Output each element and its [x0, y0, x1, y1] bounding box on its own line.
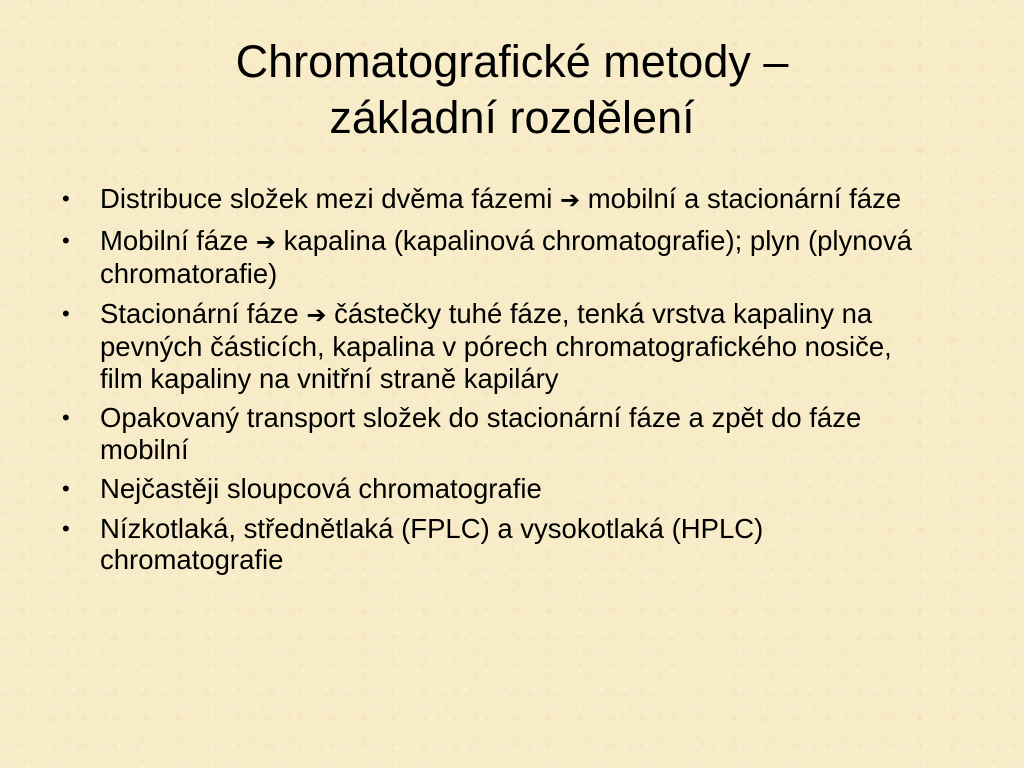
bullet-item	[62, 473, 942, 505]
bullet-icon: •	[62, 476, 70, 501]
bullet-text: Stacionární fáze ➔ částečky tuhé fáze, tenká vrstva kapaliny na pevných částicích, kapalina v pórech chromatografického nosiče, film kapaliny na vnitřní straně kapiláry	[100, 297, 892, 394]
slide-title-line-2: základní rozdělení	[329, 92, 695, 143]
bullet-list	[62, 183, 942, 584]
arrow-right-icon: ➔	[255, 227, 277, 256]
bullet-item	[62, 225, 942, 290]
slide-title	[60, 34, 964, 146]
bullet-text: Nízkotlaká, střednětlaká (FPLC) a vysokotlaká (HPLC) chromatografie	[100, 512, 764, 575]
bullet-item	[62, 183, 942, 217]
arrow-right-icon: ➔	[306, 300, 327, 329]
arrow-right-icon: ➔	[560, 186, 581, 214]
bullet-text: Distribuce složek mezi dvěma fázemi ➔ mobilní a stacionární fáze	[100, 183, 902, 214]
bullet-item	[62, 513, 942, 576]
bullet-icon: •	[62, 515, 70, 541]
bullet-text: Opakovaný transport složek do stacionární fáze a zpět do fáze mobilní	[100, 402, 862, 465]
bullet-icon: •	[62, 300, 70, 326]
bullet-item	[62, 402, 942, 465]
bullet-text: Mobilní fáze ➔ kapalina (kapalinová chromatografie); plyn (plynová chromatorafie)	[100, 224, 912, 289]
bullet-icon: •	[62, 186, 70, 211]
bullet-icon: •	[62, 405, 70, 430]
bullet-text: Nejčastěji sloupcová chromatografie	[100, 473, 542, 504]
bullet-icon: •	[62, 227, 70, 253]
slide-title-line-1: Chromatografické metody –	[235, 36, 789, 87]
bullet-item	[62, 298, 942, 395]
